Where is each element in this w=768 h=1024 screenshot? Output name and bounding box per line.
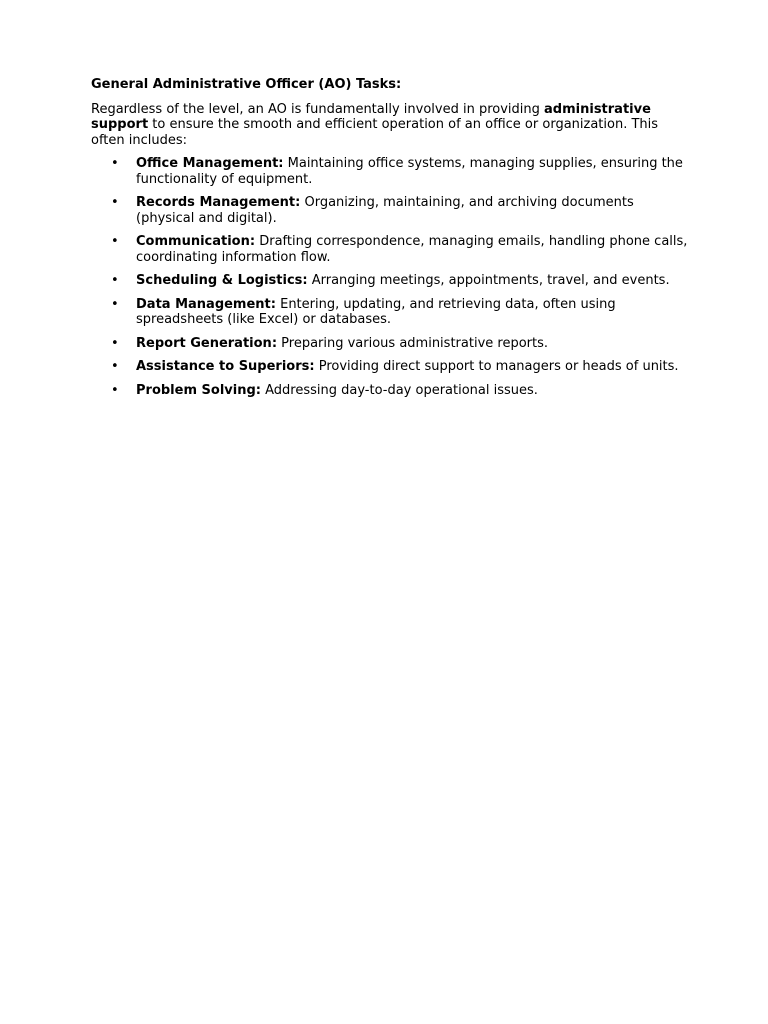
list-item <box>91 195 691 226</box>
bullet-icon: • <box>111 359 119 374</box>
list-item <box>91 273 691 289</box>
task-term: Problem Solving: <box>136 382 261 398</box>
list-item <box>91 383 691 399</box>
intro-paragraph <box>91 102 691 149</box>
task-description: Preparing various administrative reports. <box>277 335 548 351</box>
task-list <box>91 156 691 398</box>
bullet-icon: • <box>111 335 119 351</box>
intro-text-after: to ensure the smooth and efficient operation of an office or organization. This often includes: <box>91 117 659 148</box>
bullet-icon: • <box>111 234 119 249</box>
task-description: Arranging meetings, appointments, travel, and events. <box>307 273 670 288</box>
bullet-icon: • <box>111 296 119 312</box>
task-description: Organizing, maintaining, and archiving documents (physical and digital). <box>136 195 634 226</box>
bullet-icon: • <box>111 195 119 210</box>
task-description: Entering, updating, and retrieving data, often using spreadsheets (like Excel) or databases. <box>136 296 616 327</box>
bullet-icon: • <box>111 382 119 398</box>
document-page <box>91 77 691 406</box>
task-term: Office Management: <box>136 156 284 171</box>
task-description: Drafting correspondence, managing emails, handling phone calls, coordinating information flow. <box>136 234 688 265</box>
list-item <box>91 297 691 328</box>
section-heading: General Administrative Officer (AO) Tasks: <box>91 77 402 92</box>
task-term: Report Generation: <box>136 335 278 351</box>
intro-text-before: Regardless of the level, an AO is fundamentally involved in providing <box>91 101 545 117</box>
list-item <box>91 359 691 375</box>
bullet-icon: • <box>111 156 119 171</box>
intro-emphasis: administrative support <box>91 101 651 132</box>
task-term: Data Management: <box>136 296 276 312</box>
task-term: Communication: <box>136 234 256 249</box>
list-item <box>91 234 691 265</box>
task-term: Records Management: <box>136 195 301 210</box>
task-description: Maintaining office systems, managing supplies, ensuring the functionality of equipment. <box>136 156 683 187</box>
list-item <box>91 156 691 187</box>
task-term: Scheduling & Logistics: <box>136 273 308 288</box>
bullet-icon: • <box>111 273 119 288</box>
task-description: Addressing day-to-day operational issues. <box>260 382 538 398</box>
task-term: Assistance to Superiors: <box>136 359 315 374</box>
task-description: Providing direct support to managers or heads of units. <box>314 359 679 374</box>
list-item <box>91 336 691 352</box>
